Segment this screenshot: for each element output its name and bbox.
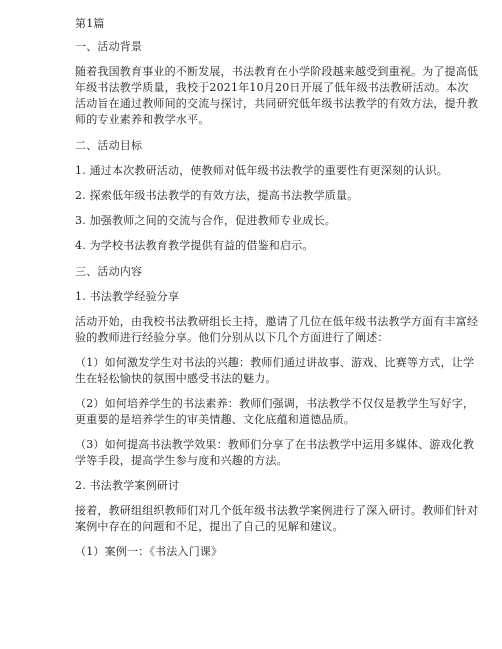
paragraph-line: 验的教师进行经验分享。他们分别从以下几个方面进行了阐述： (75, 331, 389, 344)
paragraph-line: 接着，教研组组织教师们对几个低年级书法教学案例进行了深入研讨。教师们针对 (75, 504, 479, 517)
section-heading-goals: 二、活动目标 (75, 139, 143, 152)
paragraph-line: 随着我国教育事业的不断发展，书法教育在小学阶段越来越受到重视。为了提高低 (75, 65, 479, 78)
paragraph-line: 活动开始，由我校书法教研组长主持，邀请了几位在低年级书法教学方面有丰富经 (75, 315, 479, 328)
goal-item: 2. 探索低年级书法教学的有效方法，提高书法教学质量。 (75, 189, 359, 202)
page-label: 第1篇 (75, 17, 105, 30)
case-title: （1）案例一：《书法入门课》 (75, 545, 223, 558)
paragraph-line: 生在轻松愉快的氛围中感受书法的魅力。 (75, 372, 277, 385)
paragraph-line: 案例中存在的问题和不足，提出了自己的见解和建议。 (75, 520, 344, 533)
goal-item: 1. 通过本次教研活动，使教师对低年级书法教学的重要性有更深刻的认识。 (75, 164, 448, 177)
goal-item: 4. 为学校书法教育教学提供有益的借鉴和启示。 (75, 239, 314, 252)
paragraph-line: 学等手段，提高学生参与度和兴趣的方法。 (75, 454, 288, 467)
paragraph-line: （1）如何激发学生对书法的兴趣：教师们通过讲故事、游戏、比赛等方式，让学 (75, 356, 475, 369)
paragraph-line: 活动旨在通过教师间的交流与探讨，共同研究低年级书法教学的有效方法，提升教 (75, 97, 479, 110)
goal-item: 3. 加强教师之间的交流与合作，促进教师专业成长。 (75, 214, 336, 227)
paragraph-line: 年级书法教学质量，我校于2021年10月20日开展了低年级书法教研活动。本次 (75, 81, 469, 94)
section-heading-content: 三、活动内容 (75, 265, 143, 278)
paragraph-line: 师的专业素养和教学水平。 (75, 113, 210, 126)
section-heading-background: 一、活动背景 (75, 40, 143, 53)
subsection-title: 2. 书法教学案例研讨 (75, 479, 180, 492)
subsection-title: 1. 书法教学经验分享 (75, 290, 180, 303)
paragraph-line: 更重要的是培养学生的审美情趣、文化底蕴和道德品质。 (75, 413, 355, 426)
paragraph-line: （2）如何培养学生的书法素养：教师们强调，书法教学不仅仅是教学生写好字， (75, 397, 475, 410)
paragraph-line: （3）如何提高书法教学效果：教师们分享了在书法教学中运用多媒体、游戏化教 (75, 438, 475, 451)
